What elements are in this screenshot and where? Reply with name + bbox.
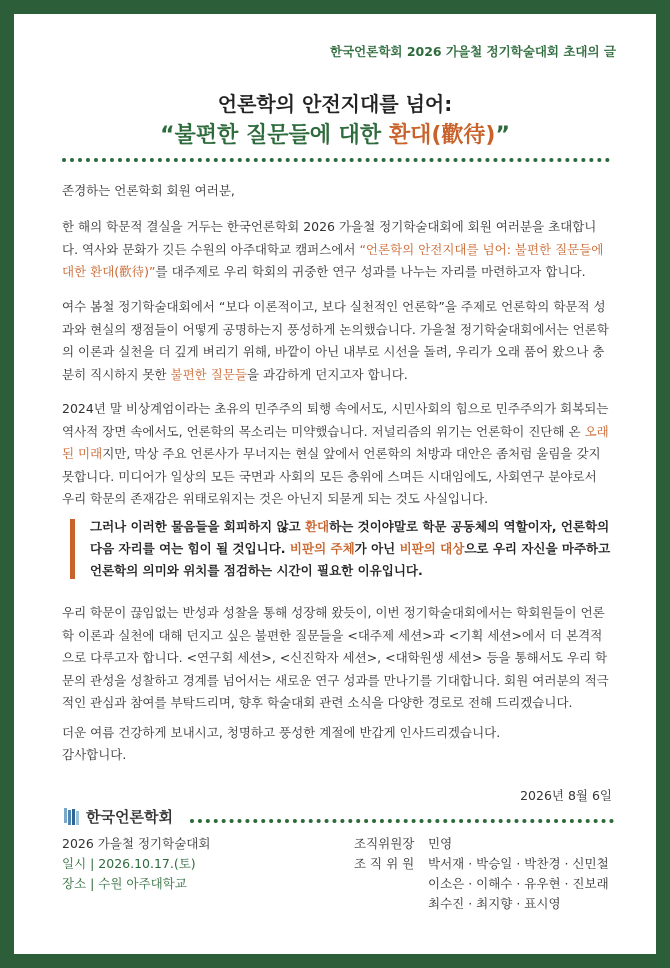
paragraph-2: 여수 봄철 정기학술대회에서 “보다 이론적이고, 보다 실천적인 언론학”을 주제로 언론학의 학문적 성과와 현실의 쟁점들이 어떻게 공명하는지 풍성하게 논의했습니다. 가을철 정기학술대회에서는 언론학의 이론과 실천을 더 깊게 벼리기 위해, 바깥이 아닌 내부로 시선을 돌려, 우리가 오래 품어 왔으나 충분히 직시하지 못한 불편한 질문들을 과감하게 던지고자 합니다. <box>62 299 609 382</box>
invitation-page <box>14 14 656 954</box>
closing-1: 더운 여름 건강하게 보내시고, 청명하고 풍성한 계절에 반갑게 인사드리겠습니다. <box>62 725 501 740</box>
event-info <box>62 834 210 894</box>
org-header <box>64 806 173 827</box>
quote-text: 그러나 이러한 물음들을 회피하지 않고 환대하는 것이야말로 학문 공동체의 역할이자, 언론학의 다음 자리를 여는 힘이 될 것입니다. 비판의 주체가 아닌 비판의 대상으로 우리 자신을 마주하고 언론학의 의미와 위치를 점검하는 시간이 필요한 이유입니다. <box>90 519 611 578</box>
event-where: 장소 | 수원 아주대학교 <box>62 876 187 891</box>
closing-2: 감사합니다. <box>62 747 127 762</box>
paragraph-4: 우리 학문이 끊임없는 반성과 성찰을 통해 성장해 왔듯이, 이번 정기학술대회에서는 학회원들이 언론학 이론과 실천에 대해 던지고 싶은 불편한 질문들을 <대주제 세션>과 <기획 세션>에서 더 본격적으로 다루고자 합니다. <연구회 세션>, <신진학자 세션>, <대학원생 세션> 등을 통해서도 우리 학문의 관성을 성찰하고 경계를 넘어서는 새로운 연구 성과를 만나기를 기대합니다. 회원 여러분의 적극적인 관심과 참여를 부탁드리며, 향후 학술대회 관련 소식을 다양한 경로로 전해 드리겠습니다. <box>62 605 609 710</box>
kssc-logo-icon <box>64 808 80 826</box>
quote-bar <box>70 519 75 579</box>
org-name: 한국언론학회 <box>86 808 173 826</box>
event-name: 2026 가을철 정기학술대회 <box>62 836 211 851</box>
letter-date: 2026년 8월 6일 <box>520 788 612 803</box>
title-line2: “불편한 질문들에 대한 환대(歡待)” <box>160 123 510 148</box>
committee-info <box>354 834 609 914</box>
title-highlight: 환대(歡待) <box>388 123 496 148</box>
members-line1: 박서재 · 박승일 · 박찬경 · 신민철 <box>428 856 609 871</box>
greeting: 존경하는 언론학회 회원 여러분, <box>62 183 235 198</box>
divider-dots <box>62 158 610 162</box>
paragraph-3: 2024년 말 비상계엄이라는 초유의 민주주의 퇴행 속에서도, 시민사회의 힘으로 민주주의가 회복되는 역사적 장면 속에서도, 언론학의 목소리는 미약했습니다. 저널리즘의 위기는 언론학이 진단해 온 오래된 미래지만, 막상 주요 언론사가 무너지는 현실 앞에서 언론학의 처방과 대안은 좀처럼 울림을 갖지 못합니다. 미디어가 일상의 모든 국면과 사회의 모든 층위에 스며든 시대임에도, 사회연구 분야로서 우리 학문의 존재감은 위태로워지는 것은 아닌지 되묻게 되는 것도 사실입니다. <box>62 401 609 506</box>
title-line1: 언론학의 안전지대를 넘어: <box>217 92 453 116</box>
members-line3: 최수진 · 최지향 · 표시영 <box>428 896 561 911</box>
paragraph-1: 한 해의 학문적 결실을 거두는 한국언론학회 2026 가을철 정기학술대회에 회원 여러분을 초대합니다. 역사와 문화가 깃든 수원의 아주대학교 캠퍼스에서 “언론학의 안전지대를 넘어: 불편한 질문들에 대한 환대(歡待)”를 대주제로 우리 학회의 귀중한 연구 성과를 나누는 자리를 마련하고자 합니다. <box>62 219 604 279</box>
header-tag: 한국언론학회 2026 가을철 정기학술대회 초대의 글 <box>330 44 616 59</box>
uncomfortable-questions-highlight: 불편한 질문들 <box>170 366 247 382</box>
event-when: 일시 | 2026.10.17.(토) <box>62 856 196 871</box>
old-future-highlight: 오래된 미래 <box>62 423 609 461</box>
footer-divider-dots <box>190 819 614 823</box>
chair-label: 조직위원장 <box>354 836 415 851</box>
members-line2: 이소은 · 이해수 · 유우현 · 진보래 <box>428 876 609 891</box>
theme-highlight: “언론학의 안전지대를 넘어: 불편한 질문들에 대한 환대(歡待)” <box>62 241 604 279</box>
chair-name: 민영 <box>428 836 453 851</box>
members-label: 조 직 위 원 <box>354 856 415 871</box>
quote-block <box>70 516 614 580</box>
